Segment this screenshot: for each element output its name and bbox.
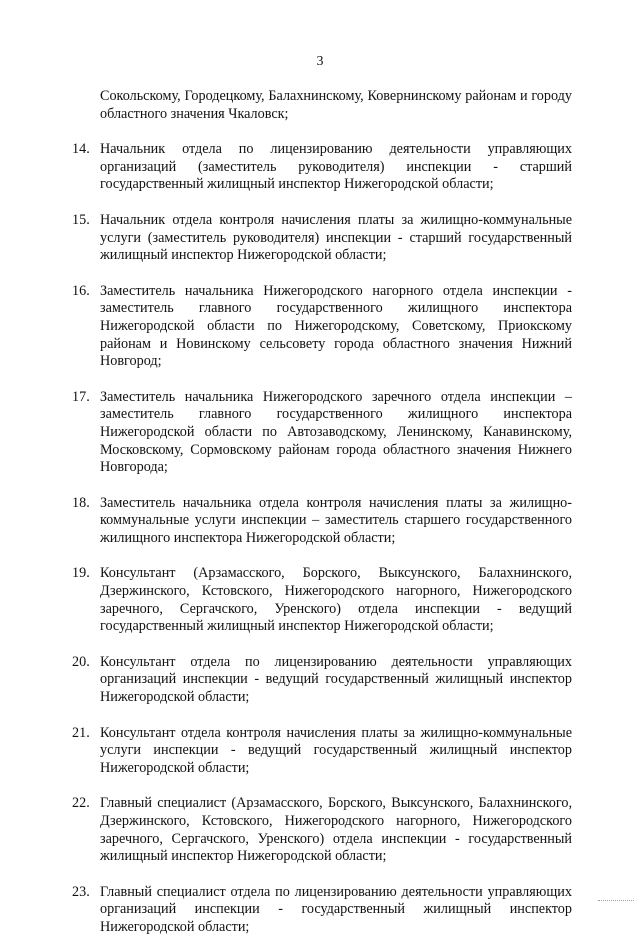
continuation-paragraph: Сокольскому, Городецкому, Балахнинскому, Ковернинскому районам и городу областного значения Чкаловск; — [100, 88, 572, 122]
item-number: 17. — [72, 388, 90, 405]
item-text: Главный специалист (Арзамасского, Борского, Выксунского, Балахнинского, Дзержинского, Кстовского, Нижегородского нагорного, Нижегородского заречного, Сергачского, Уренского) отдела инспекции - государственный жилищный инспектор Нижегородской области; — [100, 795, 572, 865]
scan-corner-mark — [598, 894, 634, 901]
item-text: Главный специалист отдела по лицензированию деятельности управляющих организаций инспекции - государственный жилищный инспектор Нижегородской области; — [100, 883, 572, 935]
item-number: 16. — [72, 282, 90, 299]
item-number: 21. — [72, 724, 90, 741]
document-body — [72, 88, 572, 937]
list-item — [72, 495, 572, 548]
list-item — [72, 389, 572, 477]
list-item — [72, 141, 572, 194]
item-number: 14. — [72, 141, 90, 158]
list-item — [72, 725, 572, 778]
item-text: Начальник отдела контроля начисления платы за жилищно-коммунальные услуги (заместитель руководителя) инспекции - старший государственный жилищный инспектор Нижегородской области; — [100, 211, 572, 264]
list-item — [72, 565, 572, 635]
page-number: 3 — [316, 54, 324, 69]
item-number: 19. — [72, 565, 90, 582]
item-text: Консультант отдела контроля начисления платы за жилищно-коммунальные услуги инспекции - ведущий государственный жилищный инспектор Нижегородской области; — [100, 724, 572, 776]
item-text: Заместитель начальника Нижегородского нагорного отдела инспекции - заместитель главного государственного жилищного инспектора Нижегородской области по Нижегородскому, Советскому, Приокскому районам и Новинскому сельсовету города областного значения Нижний Новгород; — [100, 282, 572, 370]
list-item — [72, 212, 572, 265]
item-number: 22. — [72, 795, 90, 812]
item-text: Начальник отдела по лицензированию деятельности управляющих организаций (заместитель руководителя) инспекции - старший государственный жилищный инспектор Нижегородской области; — [100, 141, 572, 193]
item-text: Консультант (Арзамасского, Борского, Выксунского, Балахнинского, Дзержинского, Кстовского, Нижегородского нагорного, Нижегородского заречного, Сергачского, Уренского) отдела инспекции - ведущий государственный жилищный инспектор Нижегородской области; — [100, 565, 572, 635]
item-number: 20. — [72, 653, 90, 670]
item-number: 15. — [72, 211, 90, 228]
list-item — [72, 795, 572, 865]
item-text: Заместитель начальника Нижегородского заречного отдела инспекции – заместитель главного государственного жилищного инспектора Нижегородской области по Автозаводскому, Ленинскому, Канавинскому, Московскому, Сормовскому районам города областного значения Нижнего Новгорода; — [100, 388, 572, 476]
item-text: Консультант отдела по лицензированию деятельности управляющих организаций инспекции - ведущий государственный жилищный инспектор Нижегородской области; — [100, 653, 572, 706]
item-number: 18. — [72, 494, 90, 511]
item-text: Заместитель начальника отдела контроля начисления платы за жилищно-коммунальные услуги инспекции – заместитель старшего государственного жилищного инспектора Нижегородской области; — [100, 494, 572, 546]
list-item — [72, 654, 572, 707]
list-item — [72, 283, 572, 371]
item-number: 23. — [72, 883, 90, 900]
list-item — [72, 884, 572, 937]
